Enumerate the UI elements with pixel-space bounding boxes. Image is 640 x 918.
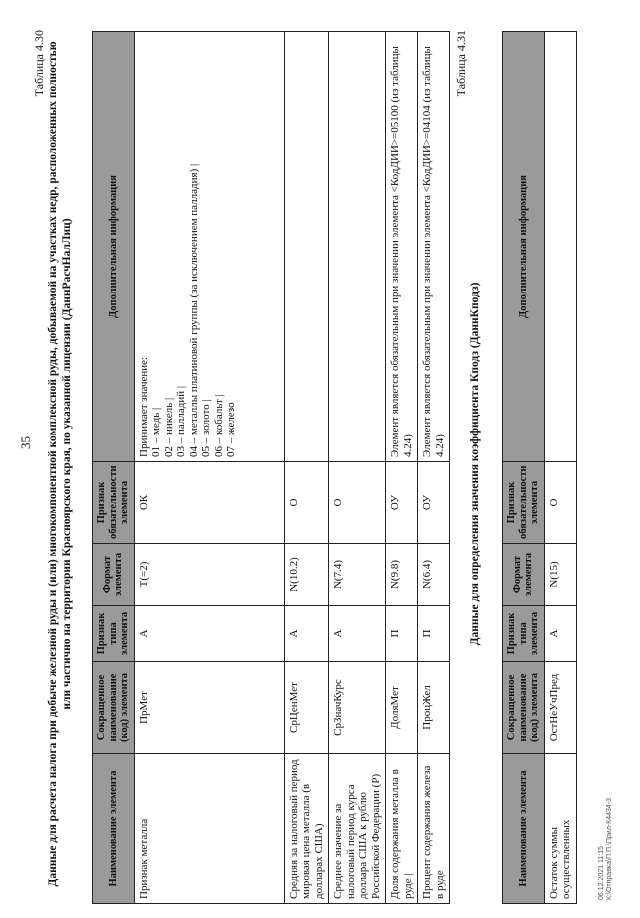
table-4-31-label: Таблица 4.31 <box>454 30 468 97</box>
header-format: Формат элемента <box>503 544 545 606</box>
cell-info <box>284 32 329 462</box>
cell-format: N(15) <box>544 544 576 606</box>
cell-code: ПрМет <box>134 662 284 754</box>
cell-name: Остаток суммы осуществленных <box>544 754 576 904</box>
cell-code: ПроцЖел <box>418 662 450 754</box>
cell-required: О <box>544 462 576 544</box>
table-row <box>418 32 450 904</box>
cell-required: О <box>284 462 329 544</box>
header-type: Признак типа элемента <box>503 606 545 662</box>
cell-info <box>329 32 386 462</box>
cell-code: ДоляМет <box>386 662 418 754</box>
cell-info <box>418 32 450 462</box>
header-code: Сокращенное наименование (код) элемента <box>503 662 545 754</box>
info-line: 02 – никель | <box>162 397 175 457</box>
cell-code: ОстНеУчПред <box>544 662 576 754</box>
cell-name: Признак металла <box>134 754 284 904</box>
cell-format: N(10.2) <box>284 544 329 606</box>
cell-format: N(6.4) <box>418 544 450 606</box>
table-row <box>386 32 418 904</box>
cell-type: П <box>418 606 450 662</box>
table-row <box>329 32 386 904</box>
table-4-30 <box>92 31 450 904</box>
info-line: Элемент является обязательным при значении элемента <КодДИИ>=04104 (из таблицы 4.24) <box>421 46 446 457</box>
table-row <box>544 32 576 904</box>
cell-type: П <box>386 606 418 662</box>
header-info: Дополнительная информация <box>93 32 135 462</box>
info-line: 07 – железо <box>225 402 237 457</box>
cell-format: N(9.8) <box>386 544 418 606</box>
cell-format: N(7.4) <box>329 544 386 606</box>
header-code: Сокращенное наименование (код) элемента <box>93 662 135 754</box>
cell-info <box>134 32 284 462</box>
table-row <box>134 32 284 904</box>
info-line: 04 – металлы платиновой группы (за исключением палладия) | <box>187 163 200 457</box>
table-4-30-title: Данные для расчета налога при добыче железной руды и (или) многокомпонентной комплексной руды, добываемой на участках недр, расположенных полностью или частично на территории Красноярского края, по указанной лицензии (ДаннРасчНалЛиц) <box>47 41 73 887</box>
cell-name: Доля содержания металла в руде | <box>386 754 418 904</box>
cell-code: СрЦенМет <box>284 662 329 754</box>
cell-required: О <box>329 462 386 544</box>
rotated-page-content <box>12 24 622 904</box>
info-line: 06 – кобальт | <box>212 394 225 457</box>
cell-type: А <box>544 606 576 662</box>
cell-format: T(=2) <box>134 544 284 606</box>
info-line: Элемент является обязательным при значении элемента <КодДИИ>=05100 (из таблицы 4.24) <box>389 46 414 457</box>
table-row <box>284 32 329 904</box>
cell-type: А <box>134 606 284 662</box>
header-name: Наименование элемента <box>93 754 135 904</box>
table-4-30-label: Таблица 4.30 <box>32 30 46 97</box>
table-header-row <box>503 32 545 904</box>
info-line: 03 – палладий | <box>175 385 187 457</box>
info-line: Принимает значение: <box>137 356 150 457</box>
cell-name: Процент содержания железа в руде <box>418 754 450 904</box>
header-type: Признак типа элемента <box>93 606 135 662</box>
cell-required: ОУ <box>386 462 418 544</box>
cell-info <box>544 32 576 462</box>
table-header-row <box>93 32 135 904</box>
cell-type: А <box>329 606 386 662</box>
page-number: 35 <box>18 436 33 449</box>
header-required: Признак обязательности элемента <box>503 462 545 544</box>
cell-type: А <box>284 606 329 662</box>
cell-required: ОК <box>134 462 284 544</box>
header-format: Формат элемента <box>93 544 135 606</box>
cell-code: СрЗначКурс <box>329 662 386 754</box>
cell-name: Средняя за налоговый период мировая цена металла (в долларах США) <box>284 754 329 904</box>
info-line: 01 – медь | <box>150 407 162 457</box>
cell-name: Среднее значение за налоговый период курса доллара США к рублю Российской Федерации (Р) <box>329 754 386 904</box>
document-stamp <box>598 798 614 900</box>
header-name: Наименование элемента <box>503 754 545 904</box>
info-line: 05 – золото | <box>200 399 212 457</box>
header-info: Дополнительная информация <box>503 32 545 462</box>
stamp-path: К:\Отправка\П.П.\Прил-К4434-3 <box>606 798 613 900</box>
header-required: Признак обязательности элемента <box>93 462 135 544</box>
table-4-31-title: Данные для определения значения коэффициента Кподз (ДаннКподз) <box>469 282 481 646</box>
stamp-date: 06.12.2021 11:15 <box>598 846 605 900</box>
cell-info <box>386 32 418 462</box>
table-4-31 <box>502 31 577 904</box>
cell-required: ОУ <box>418 462 450 544</box>
